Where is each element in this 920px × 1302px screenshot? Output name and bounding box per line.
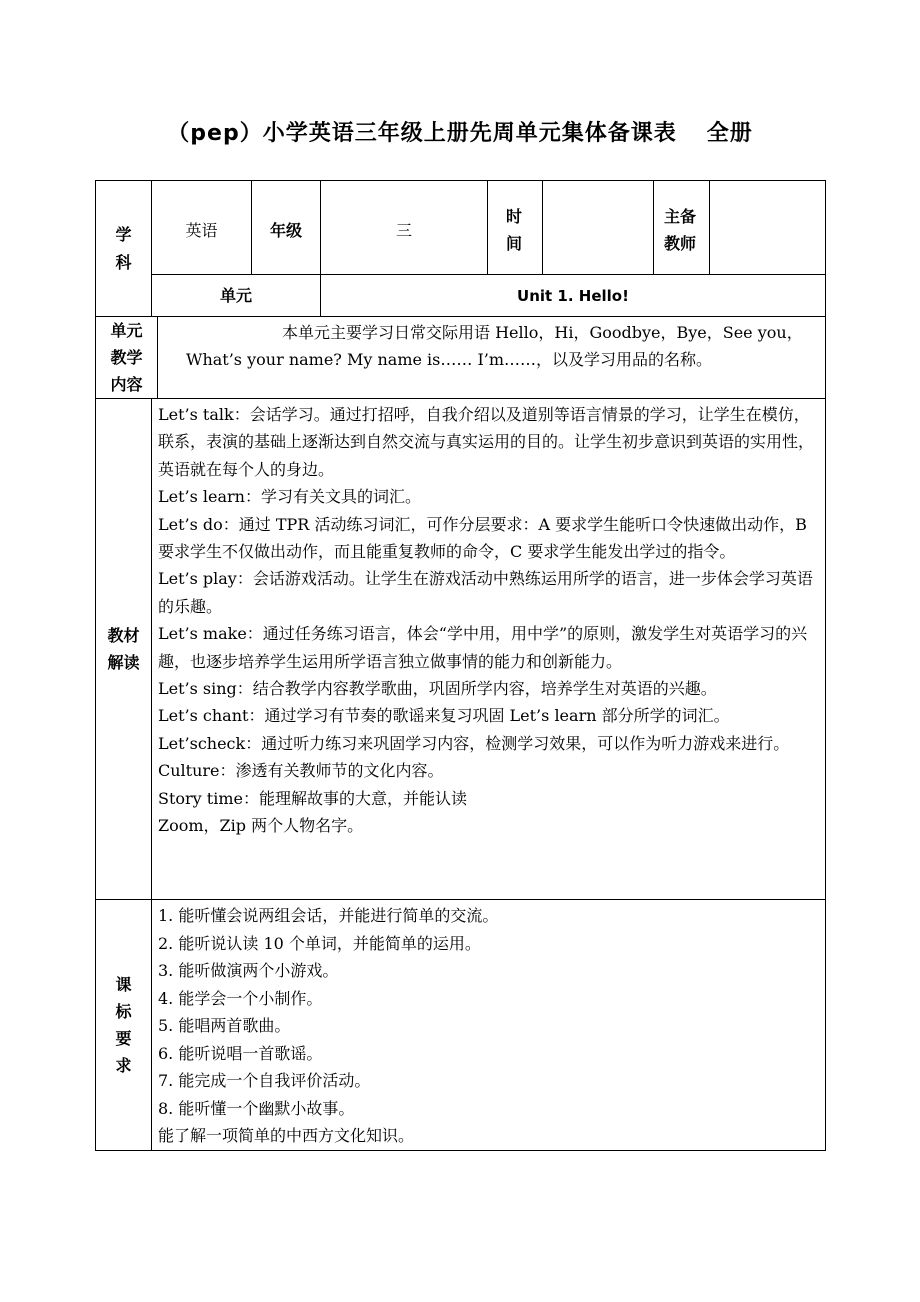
analysis-paragraph: Let’scheck：通过听力练习来巩固学习内容，检测学习效果，可以作为听力游戏来进行。	[158, 733, 790, 753]
requirements-label: 课标要求	[115, 975, 132, 1075]
content-label-cell	[95, 316, 158, 399]
requirements-label-cell	[95, 899, 152, 1151]
content-text: 本单元主要学习日常交际用语 Hello，Hi，Goodbye，Bye，See you，What’s your name? My name is…… I’m……，以及学习用品的名称。	[186, 323, 803, 369]
grade-value: 三	[395, 221, 412, 240]
time-label-cell	[487, 180, 543, 275]
content-text-cell	[157, 316, 826, 399]
subject-value: 英语	[185, 221, 218, 240]
teacher-value-cell[interactable]	[709, 180, 826, 275]
analysis-paragraph: Let’s talk：会话学习。通过打招呼，自我介绍以及道别等语言情景的学习，让学生在模仿，联系，表演的基础上逐渐达到自然交流与真实运用的目的。让学生初步意识到英语的实用性，英语就在每个人的身边。	[158, 405, 815, 479]
subject-label-cell	[95, 180, 152, 317]
time-label: 时间	[506, 207, 523, 253]
title-suffix: 全册	[706, 121, 753, 146]
analysis-paragraph: Let’s chant：通过学习有节奏的歌谣来复习巩固 Let’s learn 部分所学的词汇。	[158, 706, 730, 726]
analysis-text-cell	[151, 398, 826, 900]
grade-label-cell	[251, 180, 321, 275]
unit-label: 单元	[219, 286, 252, 305]
requirement-item: 8. 能听懂一个幽默小故事。	[158, 1098, 355, 1118]
teacher-label-cell	[653, 180, 710, 275]
analysis-paragraph: Let’s do：通过 TPR 活动练习词汇，可作分层要求：A 要求学生能听口令快速做出动作，B 要求学生不仅做出动作，而且能重复教师的命令，C 要求学生能发出学过的指令。	[158, 514, 807, 562]
analysis-paragraph: Let’s make：通过任务练习语言，体会“学中用，用中学”的原则，激发学生对英语学习的兴趣，也逐步培养学生运用所学语言独立做事情的能力和创新能力。	[158, 624, 808, 671]
subject-label: 学科	[115, 224, 132, 272]
requirement-item: 4. 能学会一个小制作。	[158, 988, 323, 1008]
grade-label: 年级	[269, 221, 302, 240]
requirement-item: 7. 能完成一个自我评价活动。	[158, 1071, 371, 1090]
requirement-item: 能了解一项简单的中西方文化知识。	[158, 1126, 415, 1145]
requirement-item: 3. 能听做演两个小游戏。	[158, 961, 339, 980]
analysis-paragraph: Culture：渗透有关教师节的文化内容。	[158, 761, 444, 781]
grade-value-cell	[320, 180, 488, 275]
unit-value-cell	[320, 274, 826, 317]
analysis-paragraph: Zoom，Zip 两个人物名字。	[158, 816, 364, 836]
teacher-label: 主备教师	[664, 207, 697, 253]
analysis-label: 教材解读	[107, 626, 140, 672]
subject-value-cell	[151, 180, 252, 275]
analysis-label-cell	[95, 398, 152, 900]
unit-value: Unit 1. Hello!	[517, 286, 629, 305]
time-value-cell[interactable]	[542, 180, 654, 275]
requirement-item: 1. 能听懂会说两组会话，并能进行简单的交流。	[158, 906, 499, 925]
requirements-list-cell	[151, 899, 826, 1151]
requirement-item: 6. 能听说唱一首歌谣。	[158, 1043, 323, 1063]
analysis-paragraph: Let’s sing：结合教学内容教学歌曲，巩固所学内容，培养学生对英语的兴趣。	[158, 679, 717, 699]
page-title	[0, 116, 920, 147]
requirement-item: 2. 能听说认读 10 个单词，并能简单的运用。	[158, 933, 481, 953]
requirement-item: 5. 能唱两首歌曲。	[158, 1016, 291, 1035]
analysis-paragraph: Let’s learn：学习有关文具的词汇。	[158, 487, 421, 507]
title-main: （pep）小学英语三年级上册先周单元集体备课表	[167, 121, 677, 146]
analysis-paragraph: Let’s play：会话游戏活动。让学生在游戏活动中熟练运用所学的语言，进一步体会学习英语的乐趣。	[158, 569, 813, 616]
content-label: 单元教学内容	[110, 321, 143, 394]
analysis-paragraph: Story time：能理解故事的大意，并能认读	[158, 788, 467, 808]
unit-label-cell	[151, 274, 321, 317]
